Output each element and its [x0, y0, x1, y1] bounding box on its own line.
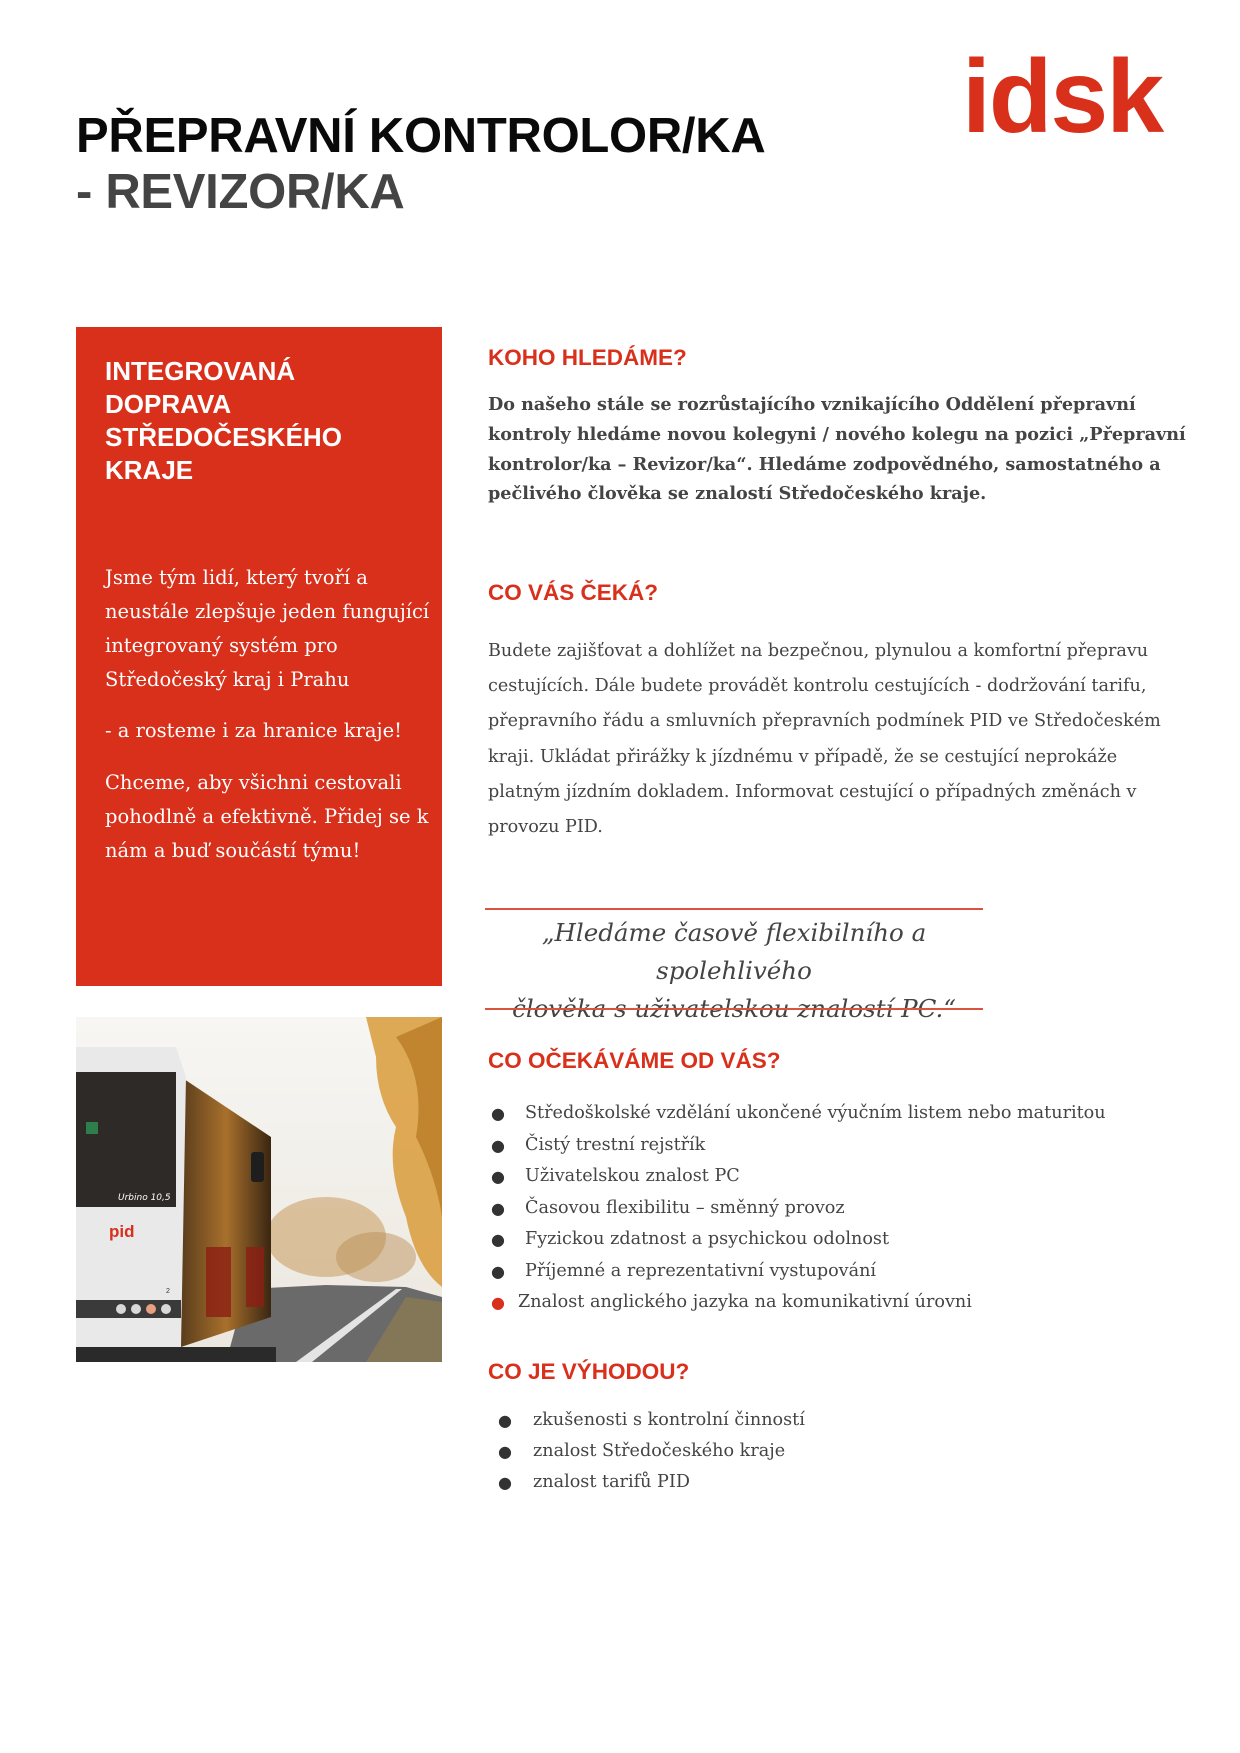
koho-paragraph: Do našeho stále se rozrůstajícího vznikajícího Oddělení přepravní kontroly hledáme novou kolegyni / nového kolegu na pozici „Přepravní kontrolor/ka – Revizor/ka“. Hledáme zodpovědného, samostatného a pečlivého člověka se znalostí Středočeského kraje. — [488, 394, 1186, 505]
quote-divider-top — [485, 908, 983, 910]
bus-photo-illustration — [76, 1017, 442, 1362]
section-heading-ocekavame: CO OČEKÁVÁME OD VÁS? — [488, 1048, 781, 1073]
bus-brand-label: pid — [109, 1222, 135, 1241]
bullet-icon: ● — [491, 1198, 505, 1218]
list-item-text: Středoškolské vzdělání ukončené výučním listem nebo maturitou — [525, 1103, 1106, 1123]
list-item — [488, 1405, 1088, 1436]
bus-photo — [76, 1017, 442, 1362]
ceka-paragraph: Budete zajišťovat a dohlížet na bezpečnou, plynulou a komfortní přepravu cestujících. Dále budete provádět kontrolu cestujících - dodržování tarifu, přepravního řádu a smluvních přepravních podmínek PID ve Středočeském kraji. Ukládat přirážky k jízdnému v případě, že se cestující neprokáže platným jízdním dokladem. Informovat cestující o případných změnách v provozu PID. — [488, 641, 1161, 838]
list-item-text: Fyzickou zdatnost a psychickou odolnost — [525, 1229, 890, 1249]
list-item — [488, 1256, 1188, 1288]
advantages-list — [488, 1405, 1088, 1498]
list-item-text: Znalost anglického jazyka na komunikativní úrovni — [518, 1292, 972, 1312]
requirements-list — [488, 1098, 1188, 1319]
bullet-icon: ● — [491, 1261, 505, 1281]
bus-model-label: Urbino 10,5 — [118, 1193, 171, 1203]
intro-paragraph: Jsme tým lidí, který tvoří a neustále zlepšuje jeden fungující integrovaný systém pro Středočeský kraj i Prahu — [105, 566, 430, 691]
list-item-text: Uživatelskou znalost PC — [525, 1166, 740, 1186]
section-heading-vyhodou: CO JE VÝHODOU? — [488, 1359, 690, 1384]
bullet-icon: ● — [491, 1230, 505, 1249]
list-item-text: Čistý trestní rejstřík — [525, 1134, 706, 1155]
pull-quote — [485, 914, 983, 1028]
list-item-text: znalost tarifů PID — [533, 1472, 690, 1492]
list-item-text: Časovou flexibilitu – směnný provoz — [525, 1197, 845, 1218]
list-item — [488, 1130, 1188, 1162]
bullet-icon: ● — [498, 1442, 512, 1461]
list-item-text: zkušenosti s kontrolní činností — [533, 1410, 805, 1430]
quote-divider-bottom — [485, 1008, 983, 1010]
list-item-text: Příjemné a reprezentativní vystupování — [525, 1260, 877, 1281]
bus-number-label: 2 — [166, 1288, 170, 1295]
list-item — [488, 1161, 1188, 1193]
idsk-logo: idsk — [962, 39, 1163, 155]
section-heading-ceka: CO VÁS ČEKÁ? — [488, 580, 659, 605]
list-item — [488, 1224, 1188, 1256]
bullet-icon: ● — [498, 1473, 512, 1492]
bullet-icon: ● — [491, 1104, 505, 1123]
bullet-icon: ● — [491, 1135, 505, 1155]
page-title — [76, 108, 765, 220]
list-item — [488, 1287, 1188, 1319]
list-item — [488, 1467, 1088, 1498]
bullet-icon: ● — [498, 1411, 512, 1430]
quote-line-1: „Hledáme časově flexibilního a spolehlivého — [541, 918, 927, 985]
list-item-text: znalost Středočeského kraje — [533, 1441, 786, 1461]
list-item — [488, 1098, 1188, 1130]
title-line-2: - REVIZOR/KA — [76, 165, 405, 219]
intro-box-title: INTEGROVANÁ DOPRAVA STŘEDOČESKÉHO KRAJE — [105, 356, 342, 485]
quote-line-2: člověka s uživatelskou znalostí PC.“ — [512, 994, 956, 1023]
list-item — [488, 1193, 1188, 1225]
intro-paragraph: - a rosteme i za hranice kraje! — [105, 719, 402, 742]
intro-paragraph: Chceme, aby všichni cestovali pohodlně a efektivně. Přidej se k nám a buď součástí týmu! — [105, 771, 429, 862]
bullet-icon: ● — [491, 1167, 505, 1186]
red-bullet-icon: ● — [491, 1293, 505, 1312]
list-item — [488, 1436, 1088, 1467]
title-line-1: PŘEPRAVNÍ KONTROLOR/KA — [76, 109, 766, 163]
section-heading-koho: KOHO HLEDÁME? — [488, 345, 687, 370]
